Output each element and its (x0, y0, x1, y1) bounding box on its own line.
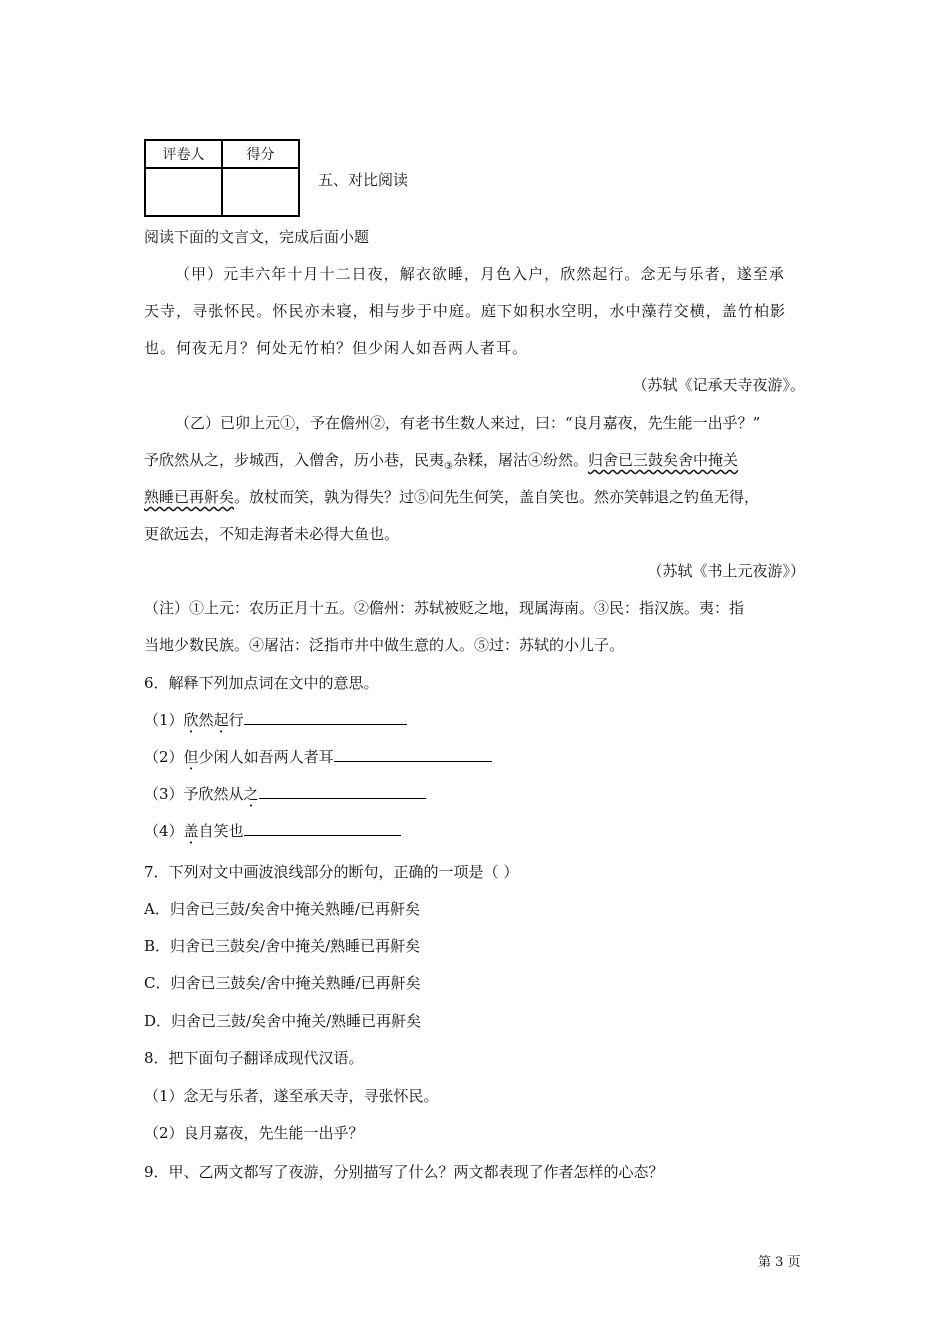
q6-item-3 (144, 783, 426, 804)
wavy-underline-part-2: 熟睡已再鼾矣 (144, 488, 235, 506)
q8-stem: 8．把下面句子翻译成现代汉语。 (144, 1049, 364, 1067)
jia-line-3: 也。何夜无月？何处无竹柏？但少闲人如吾两人者耳。 (144, 339, 529, 357)
score-cell[interactable] (222, 168, 299, 216)
note-3-marker: ③ (444, 461, 453, 472)
jia-line-2: 天寺，寻张怀民。怀民亦未寝，相与步于中庭。庭下如积水空明，水中藻荇交横，盖竹柏影 (144, 302, 787, 320)
yi-line-3-rest: 。放杖而笑，孰为得失？过⑤问先生何笑，盖自笑也。然亦笑韩退之钓鱼无得， (234, 488, 760, 506)
q6-stem: 6．解释下列加点词在文中的意思。 (144, 674, 379, 692)
yi-source: （苏轼《书上元夜游》） (647, 562, 805, 580)
score-table (144, 139, 300, 217)
q8-item-1: （1）念无与乐者，遂至承天寺，寻张怀民。 (144, 1087, 439, 1105)
dotted-char: 欣 (183, 711, 199, 729)
notes-line-1: （注）①上元：农历正月十五。②儋州：苏轼被贬之地，现属海南。③民：指汉族。夷：指 (144, 599, 745, 617)
yi-line-4: 更欲远去，不知走海者未必得大鱼也。 (144, 525, 400, 543)
q6-item-4 (144, 820, 401, 841)
score-table-score-header: 得分 (222, 140, 299, 168)
grader-cell[interactable] (145, 168, 222, 216)
q6-item-2 (144, 746, 492, 767)
q6-item-4-number: （4） (144, 822, 184, 840)
q7-option-c[interactable]: C．归舍已三鼓矣/舍中掩关熟睡/已再鼾矣 (144, 974, 421, 992)
jia-source: （苏轼《记承天寺夜游》。 (632, 376, 805, 394)
q6-item-3-text: （3）予欣然从 (144, 785, 244, 803)
notes-line-2: 当地少数民族。④屠沽：泛指市井中做生意的人。⑤过：苏轼的小儿子。 (144, 636, 625, 654)
yi-line-3 (144, 486, 759, 507)
dotted-char: 之 (243, 785, 259, 803)
q7-option-b[interactable]: B．归舍已三鼓矣/舍中掩关/熟睡已再鼾矣 (144, 937, 421, 955)
q6-item-4-text: 自笑也 (198, 822, 244, 840)
score-table-grader-header: 评卷人 (145, 140, 222, 168)
yi-line-2-b: 杂糅，屠沽④纷然。 (452, 451, 588, 469)
section-title: 五、对比阅读 (318, 171, 409, 189)
answer-blank-3[interactable] (259, 784, 426, 799)
yi-line-1: （乙）已卯上元①，予在儋州②，有老书生数人来过，曰：“良月嘉夜，先生能一出乎？” (175, 414, 761, 432)
dotted-char: 但 (183, 748, 199, 766)
q7-option-a[interactable]: A．归舍已三鼓/矣舍中掩关熟睡/已再鼾矣 (144, 900, 420, 918)
q8-item-2: （2）良月嘉夜，先生能一出乎？ (144, 1124, 364, 1142)
q6-item-2-text: 少闲人如吾两人者耳 (198, 748, 334, 766)
q6-item-2-number: （2） (144, 748, 184, 766)
answer-blank-2[interactable] (334, 747, 492, 762)
q7-stem: 7．下列对文中画波浪线部分的断句，正确的一项是（ ） (144, 863, 519, 881)
q6-item-1-text-end: 行 (228, 711, 244, 729)
page-number: 第 3 页 (758, 1255, 801, 1270)
q6-item-1-text: 然 (198, 711, 214, 729)
yi-line-2-a: 予欣然从之，步城西，入僧舍，历小巷，民夷 (144, 451, 445, 469)
answer-blank-4[interactable] (244, 821, 401, 836)
instruction: 阅读下面的文言文，完成后面小题 (144, 228, 370, 246)
q6-item-1-number: （1） (144, 711, 184, 729)
wavy-underline-part-1: 归舍已三鼓矣舍中掩关 (588, 451, 739, 469)
yi-line-2 (144, 449, 738, 472)
answer-blank-1[interactable] (244, 710, 407, 725)
dotted-char: 盖 (183, 822, 199, 840)
q6-item-1 (144, 709, 407, 730)
dotted-char: 起 (213, 711, 229, 729)
q7-option-d[interactable]: D．归舍已三鼓/矣舍中掩关/熟睡已再鼾矣 (144, 1012, 422, 1030)
q9-stem: 9．甲、乙两文都写了夜游，分别描写了什么？两文都表现了作者怎样的心态？ (144, 1163, 664, 1181)
jia-line-1: （甲）元丰六年十月十二日夜，解衣欲睡，月色入户，欣然起行。念无与乐者，遂至承 (175, 265, 785, 283)
